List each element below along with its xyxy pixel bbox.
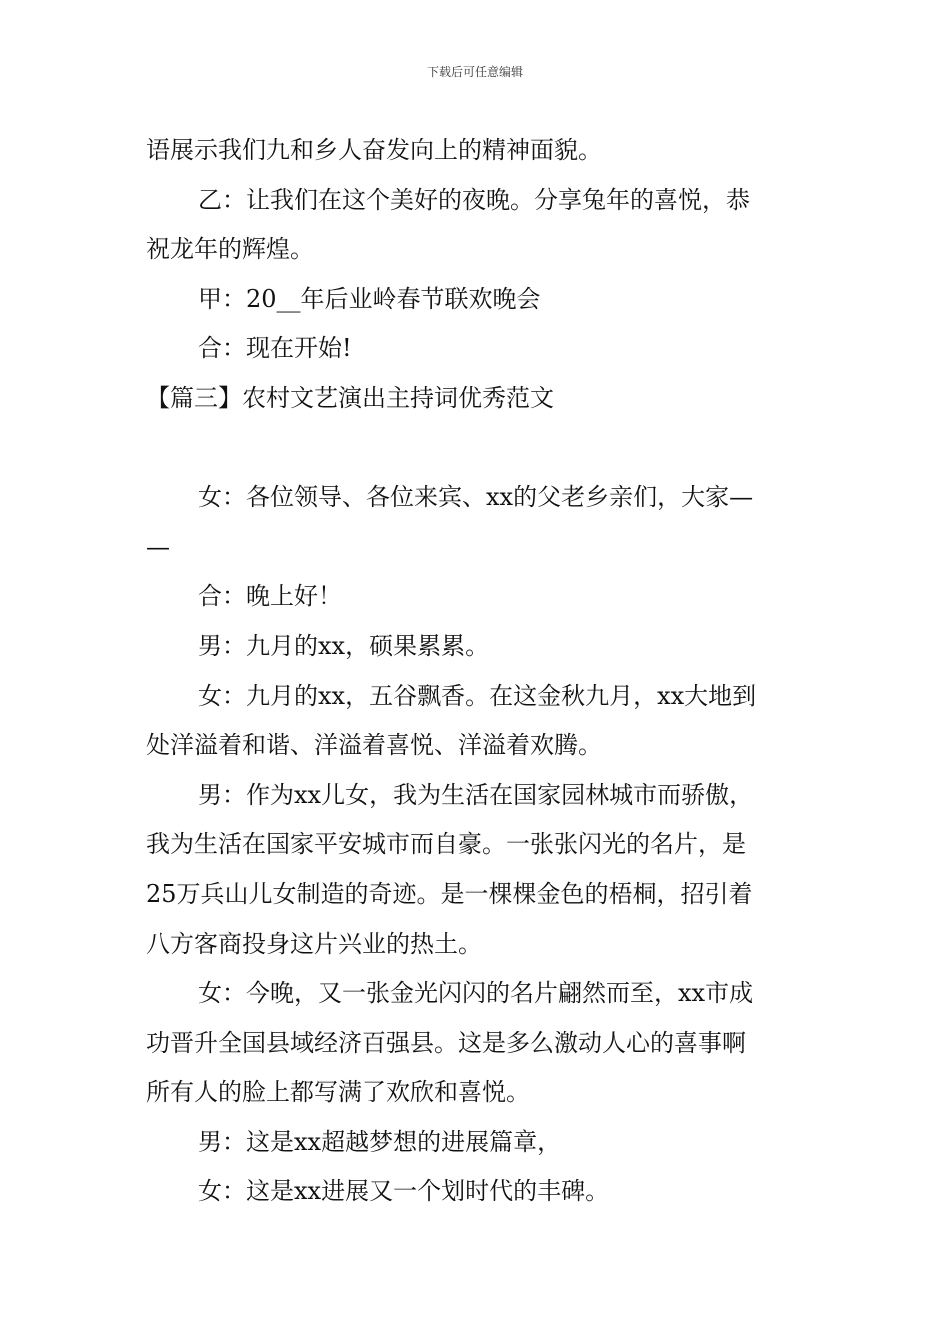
document-body	[146, 126, 808, 1217]
text-line: 女：各位领导、各位来宾、xx的父老乡亲们，大家—	[198, 483, 754, 512]
text-line: —	[146, 532, 170, 561]
section-heading: 【篇三】农村文艺演出主持词优秀范文	[146, 383, 554, 412]
text-line: 我为生活在国家平安城市而自豪。一张张闪光的名片，是	[146, 830, 746, 859]
text-line: 处洋溢着和谐、洋溢着喜悦、洋溢着欢腾。	[146, 731, 602, 760]
text-line: 25万兵山儿女制造的奇迹。是一棵棵金色的梧桐，招引着	[146, 879, 753, 908]
text-line: 男：九月的xx，硕果累累。	[198, 631, 490, 660]
text-line: 女：今晚，又一张金光闪闪的名片翩然而至，xx市成	[198, 979, 754, 1008]
text-line: 男：这是xx超越梦想的进展篇章，	[198, 1127, 562, 1156]
text-line: 八方客商投身这片兴业的热土。	[146, 929, 482, 958]
text-line: 祝龙年的辉煌。	[146, 235, 314, 264]
blank-line	[146, 424, 808, 474]
text-line: 所有人的脸上都写满了欢欣和喜悦。	[146, 1078, 530, 1107]
text-line: 合：现在开始!	[198, 334, 352, 363]
text-line: 女：九月的xx，五谷飘香。在这金秋九月，xx大地到	[198, 681, 757, 710]
text-line: 女：这是xx进展又一个划时代的丰碑。	[198, 1177, 610, 1206]
text-line: 功晋升全国县域经济百强县。这是多么激动人心的喜事啊	[146, 1028, 746, 1057]
text-line: 乙：让我们在这个美好的夜晚。分享兔年的喜悦，恭	[198, 185, 750, 214]
text-line: 合：晚上好！	[198, 582, 342, 611]
page-header-note: 下载后可任意编辑	[426, 65, 523, 79]
text-line: 语展示我们九和乡人奋发向上的精神面貌。	[146, 136, 602, 164]
text-line: 甲：20__年后业岭春节联欢晚会	[198, 284, 541, 313]
text-line: 男：作为xx儿女，我为生活在国家园林城市而骄傲，	[198, 780, 754, 809]
